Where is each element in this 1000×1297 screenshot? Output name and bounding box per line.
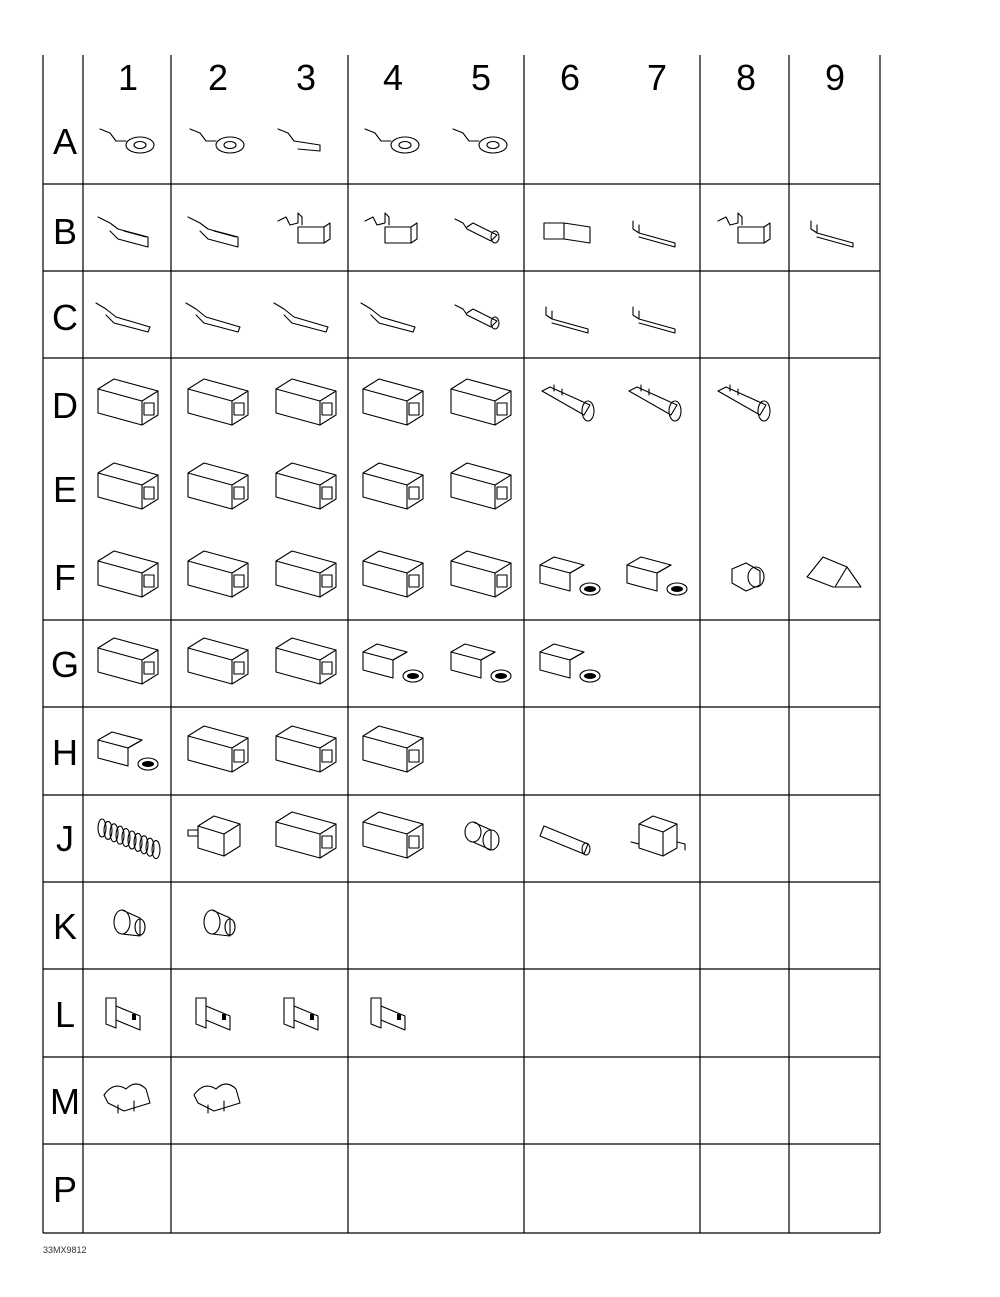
connector-housing-icon [188, 551, 248, 597]
connector-housing-icon [363, 379, 423, 425]
column-header-3: 3 [295, 57, 317, 98]
column-header-2: 2 [207, 57, 229, 98]
connector-housing-icon [188, 726, 248, 772]
ring-terminal-icon [453, 129, 507, 153]
connector-housing-icon [98, 463, 158, 509]
pin-terminal-icon [546, 307, 588, 333]
connector-housing-icon [363, 726, 423, 772]
female-spade-icon [98, 217, 148, 247]
sealed-terminal-icon [629, 385, 681, 421]
row-header-A: A [52, 121, 78, 162]
connector-housing-icon [363, 463, 423, 509]
row-header-K: K [52, 906, 78, 947]
fuse-holder-icon [188, 816, 240, 856]
grid-lines [43, 55, 880, 1233]
row-header-E: E [52, 469, 78, 510]
pin-terminal-icon [811, 221, 853, 247]
connector-housing-icon [188, 379, 248, 425]
pin-terminal-icon [633, 307, 675, 333]
row-header-M: M [50, 1081, 80, 1122]
connector-housing-icon [363, 551, 423, 597]
sealed-connector-icon [540, 644, 600, 682]
connector-housing-icon [276, 463, 336, 509]
ring-terminal-icon [100, 129, 154, 153]
sealed-connector-icon [363, 644, 423, 682]
bullet-terminal-icon [455, 219, 499, 243]
clip-icon [194, 1084, 240, 1113]
column-header-4: 4 [382, 57, 404, 98]
row-header-C: C [52, 297, 78, 338]
male-spade-icon [96, 303, 150, 332]
connector-housing-icon [276, 812, 336, 858]
pin-terminal-icon [633, 221, 675, 247]
connector-housing-icon [451, 551, 511, 597]
sealed-connector-icon [451, 644, 511, 682]
sealed-terminal-icon [542, 385, 594, 421]
connector-housing-icon [98, 551, 158, 597]
crimp-socket-icon [718, 213, 770, 243]
connector-housing-icon [188, 638, 248, 684]
connector-housing-icon [188, 463, 248, 509]
connector-housing-icon [451, 379, 511, 425]
spade-terminal-icon [278, 129, 320, 151]
row-header-B: B [52, 211, 78, 252]
grommet-icon [204, 910, 235, 936]
wedge-icon [807, 557, 861, 587]
row-header-D: D [52, 385, 78, 426]
connector-housing-icon [276, 638, 336, 684]
ring-terminal-icon [365, 129, 419, 153]
sealed-connector-icon [98, 732, 158, 770]
male-spade-icon [186, 303, 240, 332]
connector-housing-icon [98, 638, 158, 684]
row-header-J: J [56, 818, 74, 859]
lock-wedge-icon [284, 998, 318, 1030]
relay-icon [631, 816, 685, 856]
column-header-8: 8 [735, 57, 757, 98]
column-header-7: 7 [646, 57, 668, 98]
bullet-terminal-icon [455, 305, 499, 329]
connector-housing-icon [276, 726, 336, 772]
row-header-P: P [52, 1169, 78, 1210]
column-header-1: 1 [117, 57, 139, 98]
crimp-socket-icon [278, 213, 330, 243]
connector-housing-icon [363, 812, 423, 858]
row-header-H: H [52, 732, 78, 773]
connector-housing-icon [451, 463, 511, 509]
connector-housing-icon [276, 379, 336, 425]
lock-wedge-icon [106, 998, 140, 1030]
bulb-holder-icon [465, 822, 499, 850]
flag-terminal-icon [544, 223, 590, 243]
female-spade-icon [188, 217, 238, 247]
sealed-terminal-icon [718, 385, 770, 421]
grid-icons [96, 129, 861, 1113]
sealed-connector-icon [540, 557, 600, 595]
crimp-socket-icon [365, 213, 417, 243]
connector-housing-icon [276, 551, 336, 597]
sleeve-icon [540, 826, 590, 855]
row-header-F: F [54, 557, 76, 598]
connector-housing-icon [98, 379, 158, 425]
grid-headers [50, 57, 845, 1210]
figure-code: 33MX9812 [43, 1245, 87, 1255]
cap-icon [732, 563, 764, 591]
male-spade-icon [361, 303, 415, 332]
sealed-connector-icon [627, 557, 687, 595]
grommet-icon [114, 910, 145, 936]
male-spade-icon [274, 303, 328, 332]
clip-icon [104, 1084, 150, 1113]
corrugated-tube-icon [98, 819, 160, 859]
ring-terminal-icon [190, 129, 244, 153]
row-header-G: G [50, 644, 80, 685]
column-header-6: 6 [559, 57, 581, 98]
column-header-5: 5 [470, 57, 492, 98]
column-header-9: 9 [824, 57, 846, 98]
row-header-L: L [54, 994, 76, 1035]
lock-wedge-icon [371, 998, 405, 1030]
lock-wedge-icon [196, 998, 230, 1030]
